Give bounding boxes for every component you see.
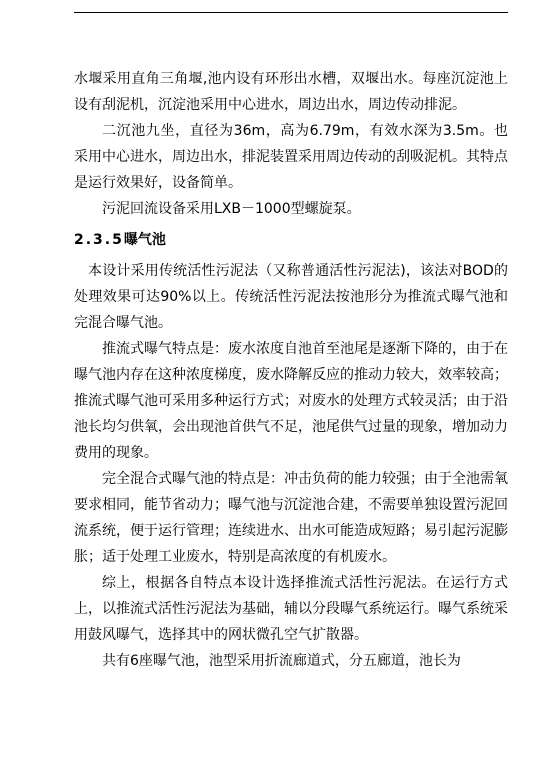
paragraph-complete-mix-features: 完全混合式曝气池的特点是：冲击负荷的能力较强；由于全池需氧要求相同，能节省动力；曝气池与沉淀池合建，不需要单独设置污泥回流系统，便于运行管理；连续进水、出水可能造成短路；易引起污泥膨胀；适于处理工业废水，特别是高浓度的有机废水。 [74, 471, 508, 565]
section-number: 2.3.5 [74, 232, 124, 248]
paragraph-tank-count: 共有6座曝气池，池型采用折流廊道式，分五廊道，池长为 [102, 653, 461, 669]
section-heading [74, 222, 508, 258]
paragraph-plug-flow-features: 推流式曝气特点是：废水浓度自池首至池尾是逐渐下降的，由于在曝气池内存在这种浓度梯度，废水降解反应的推动力较大，效率较高；推流式曝气池可采用多种运行方式；对废水的处理方式较灵活；由于沿池长均匀供氧，会出现池首供气不足，池尾供气过量的现象，增加动力费用的现象。 [74, 341, 508, 461]
paragraph-sludge-return-pump: 污泥回流设备采用LXB－1000型螺旋泵。 [102, 201, 361, 217]
header-rule [74, 12, 508, 13]
paragraph-secondary-clarifier: 二沉池九坐，直径为36m，高为6.79m，有效水深为3.5m。也采用中心进水，周边出水，排泥装置采用周边传动的刮吸泥机。其特点是运行效果好，设备简单。 [74, 123, 508, 191]
paragraph-conclusion: 综上，根据各自特点本设计选择推流式活性污泥法。在运行方式上，以推流式活性污泥法为基础，辅以分段曝气系统运行。曝气系统采用鼓风曝气，选择其中的网状微孔空气扩散器。 [74, 575, 508, 643]
section-title: 曝气池 [123, 232, 166, 248]
paragraph-design-method: 本设计采用传统活性污泥法（又称普通活性污泥法)，该法对BOD的处理效果可达90%以上。传统活性污泥法按池形分为推流式曝气池和完混合曝气池。 [74, 263, 508, 331]
document-body [74, 66, 508, 674]
paragraph-weir-description: 水堰采用直角三角堰,池内设有环形出水槽，双堰出水。每座沉淀池上设有刮泥机，沉淀池采用中心进水，周边出水，周边传动排泥。 [74, 71, 508, 113]
